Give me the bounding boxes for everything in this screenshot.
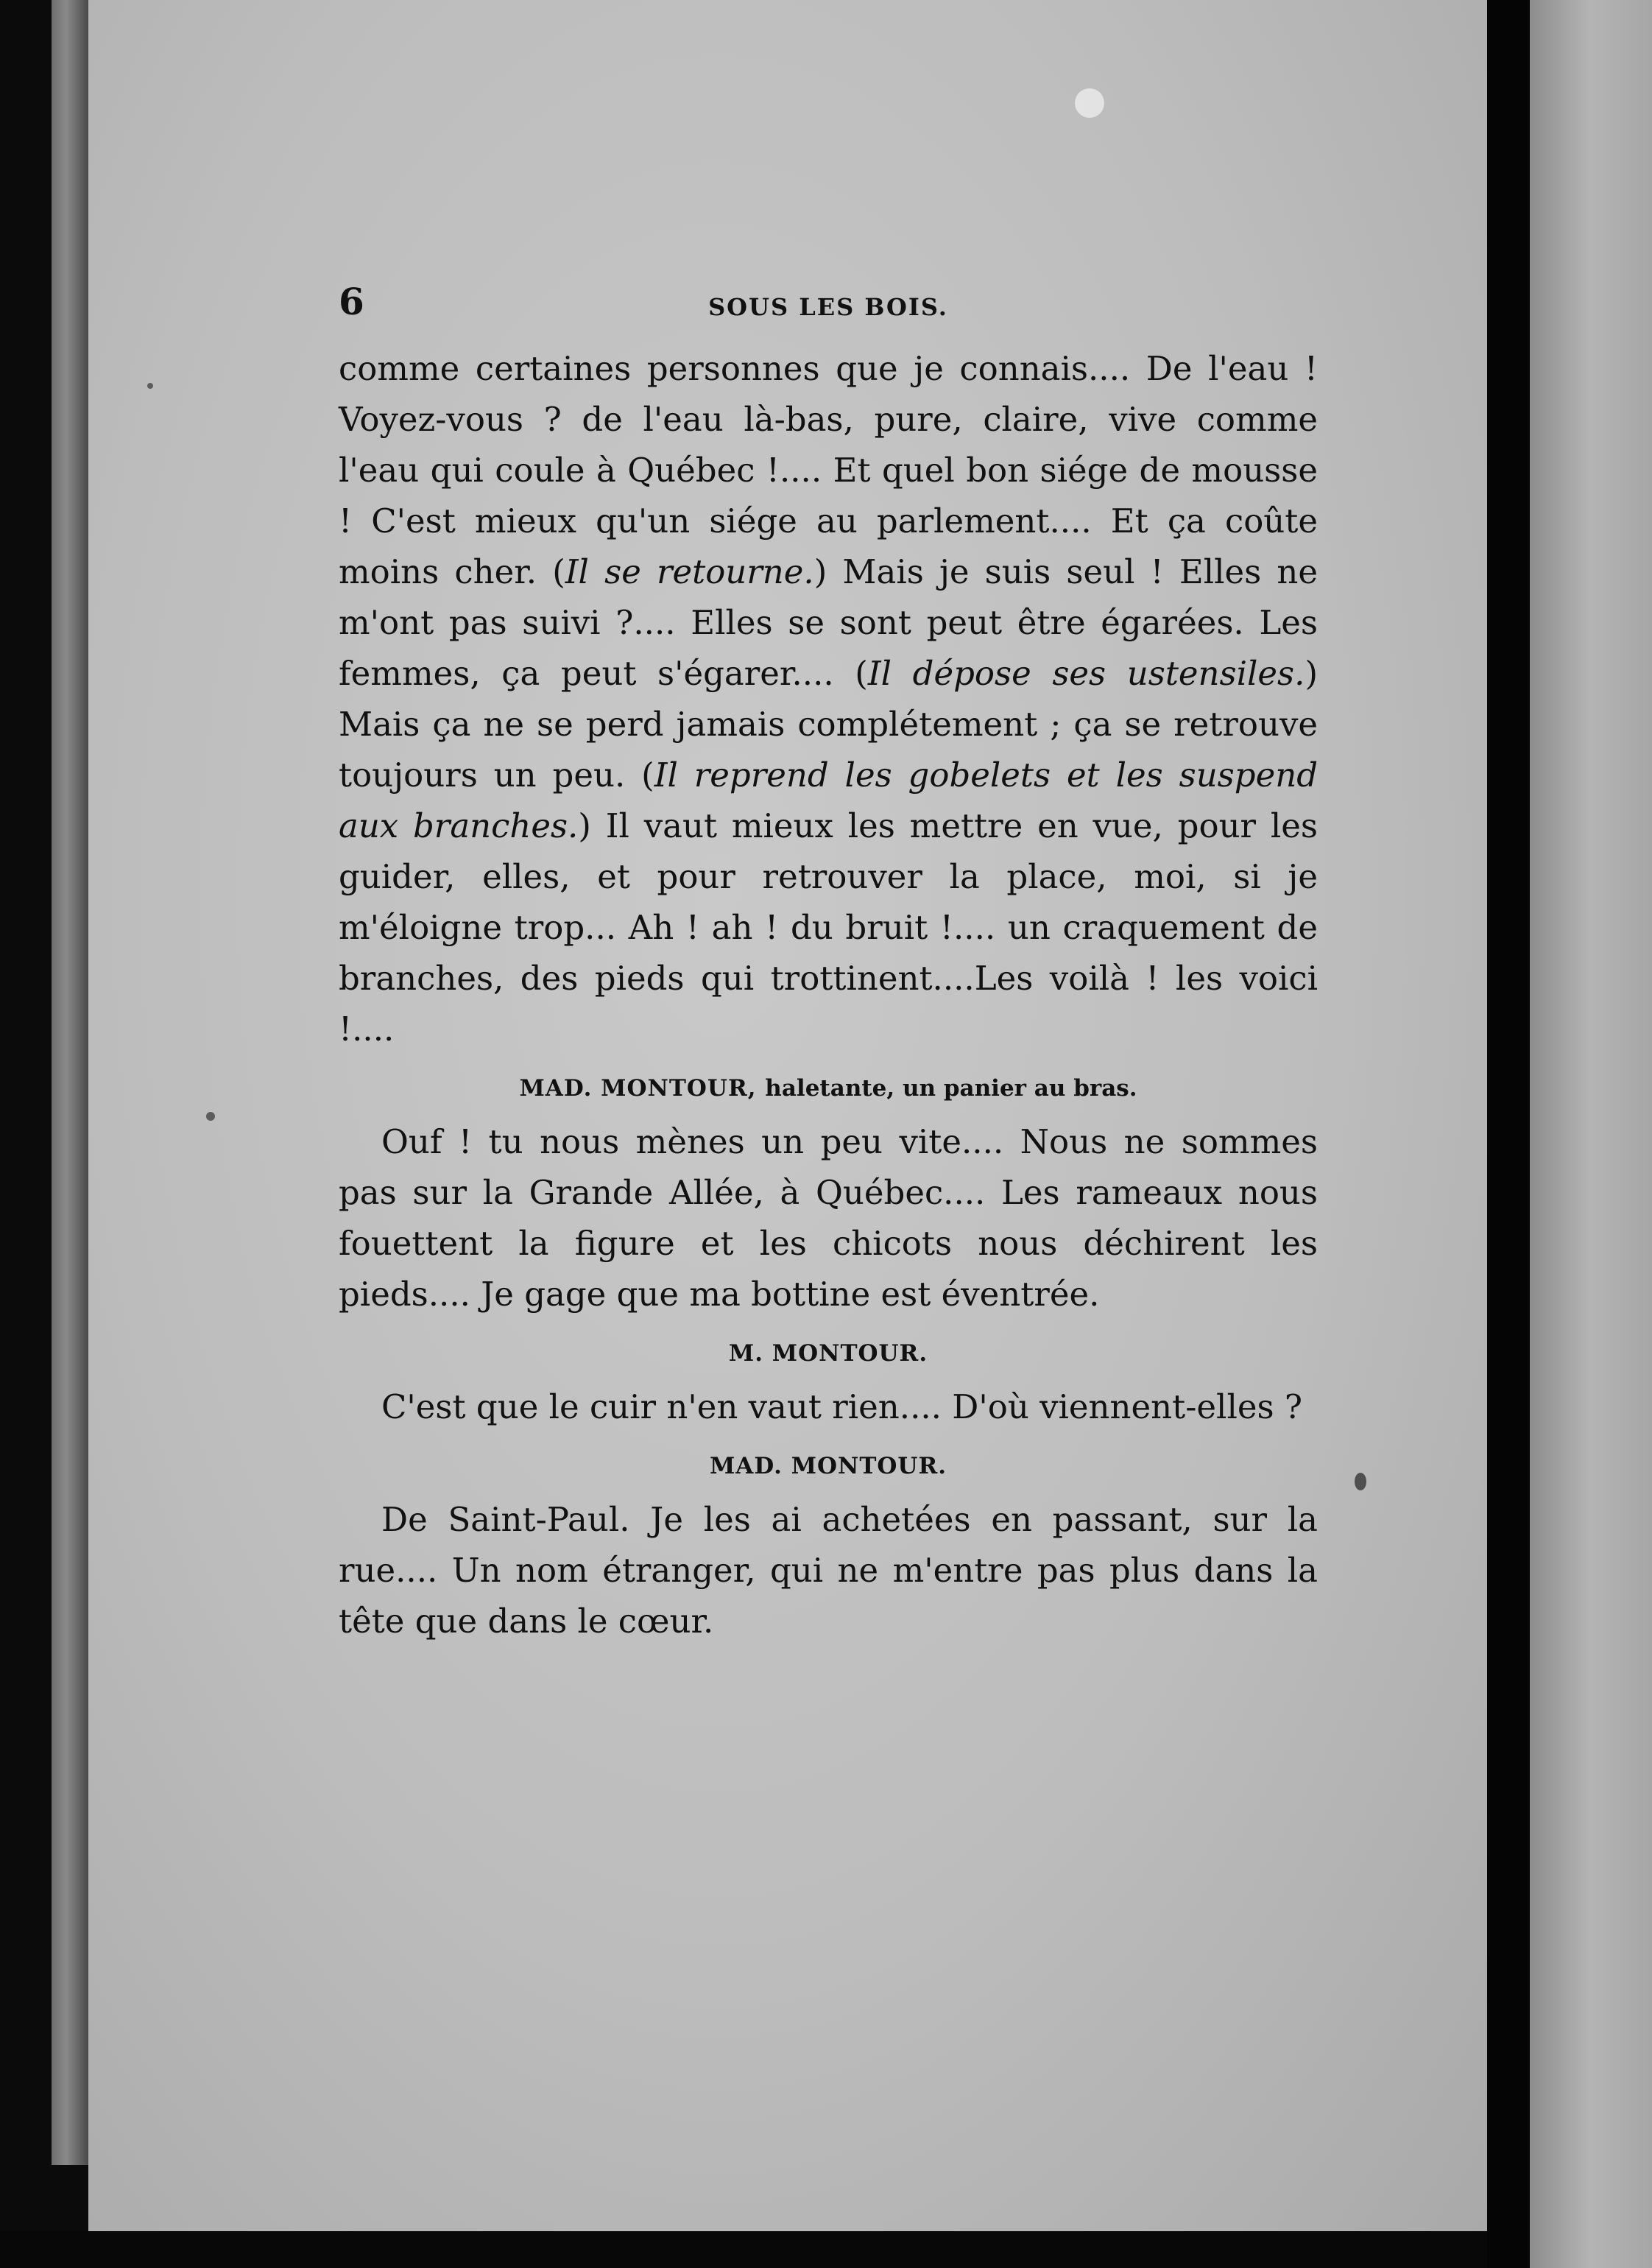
paragraph-1-text-4: ) Il vaut mieux les mettre en vue, pour les guider, elles, et pour retrouver la place, moi, si je m'éloigne trop... Ah ! ah ! du bruit !.... un craquement de branches, des pieds qui trottinent....Les voilà ! les voici !.... bbox=[339, 806, 1318, 1049]
paper-speck bbox=[206, 1112, 215, 1121]
speaker-name: M. MONTOUR. bbox=[728, 1340, 928, 1367]
speaker-heading-1 bbox=[339, 1072, 1318, 1105]
paragraph-4: De Saint-Paul. Je les ai achetées en passant, sur la rue.... Un nom étranger, qui ne m'entre pas plus dans la tête que dans le cœur. bbox=[339, 1500, 1318, 1641]
paragraph-1-text-3: ) Mais ça ne se perd jamais complétement ; ça se retrouve toujours un peu. ( bbox=[339, 654, 1319, 795]
paper-speck bbox=[1075, 88, 1104, 118]
paragraph-1-text-1: comme certaines personnes que je connais.... De l'eau ! Voyez-vous ? de l'eau là-bas, pure, claire, vive comme l'eau qui coule à Québec !.... Et quel bon siége de mousse ! C'est mieux qu'un siége au parlement.... Et ça coûte moins cher. ( bbox=[339, 349, 1318, 591]
page-number: 6 bbox=[339, 280, 364, 323]
paper-speck bbox=[147, 383, 153, 389]
paragraph-3: C'est que le cuir n'en vaut rien.... D'où viennent-elles ? bbox=[381, 1387, 1302, 1426]
facing-page-edge bbox=[1530, 0, 1652, 2268]
speaker-direction: haletante, un panier au bras. bbox=[765, 1075, 1137, 1102]
running-head bbox=[339, 280, 1318, 331]
running-title: SOUS LES BOIS. bbox=[708, 293, 948, 321]
paper-speck bbox=[1355, 1473, 1366, 1490]
speaker-heading-2 bbox=[339, 1337, 1318, 1370]
speaker-name: MAD. MONTOUR, bbox=[519, 1075, 757, 1102]
stage-direction-2: Il dépose ses ustensiles. bbox=[867, 654, 1305, 693]
left-page-edges bbox=[52, 0, 88, 2165]
scan-bottom-border bbox=[0, 2231, 1487, 2268]
book-gutter bbox=[1487, 0, 1530, 2268]
paragraph-1 bbox=[339, 343, 1318, 1054]
speaker-heading-3 bbox=[339, 1450, 1318, 1482]
speaker-name: MAD. MONTOUR. bbox=[709, 1453, 947, 1479]
stage-direction-1: Il se retourne. bbox=[565, 552, 814, 591]
stage-direction-3: Il reprend les gobelets et les suspend aux branches. bbox=[339, 756, 1318, 845]
paragraph-2: Ouf ! tu nous mènes un peu vite.... Nous ne sommes pas sur la Grande Allée, à Québec.... Les rameaux nous fouettent la figure et les chicots nous déchirent les pieds.... Je gage que ma bottine est éventrée. bbox=[339, 1122, 1318, 1314]
paragraph-1-text-2: ) Mais je suis seul ! Elles ne m'ont pas suivi ?.... Elles se sont peut être égarées. Les femmes, ça peut s'égarer.... ( bbox=[339, 552, 1318, 693]
page-text bbox=[339, 280, 1318, 1647]
